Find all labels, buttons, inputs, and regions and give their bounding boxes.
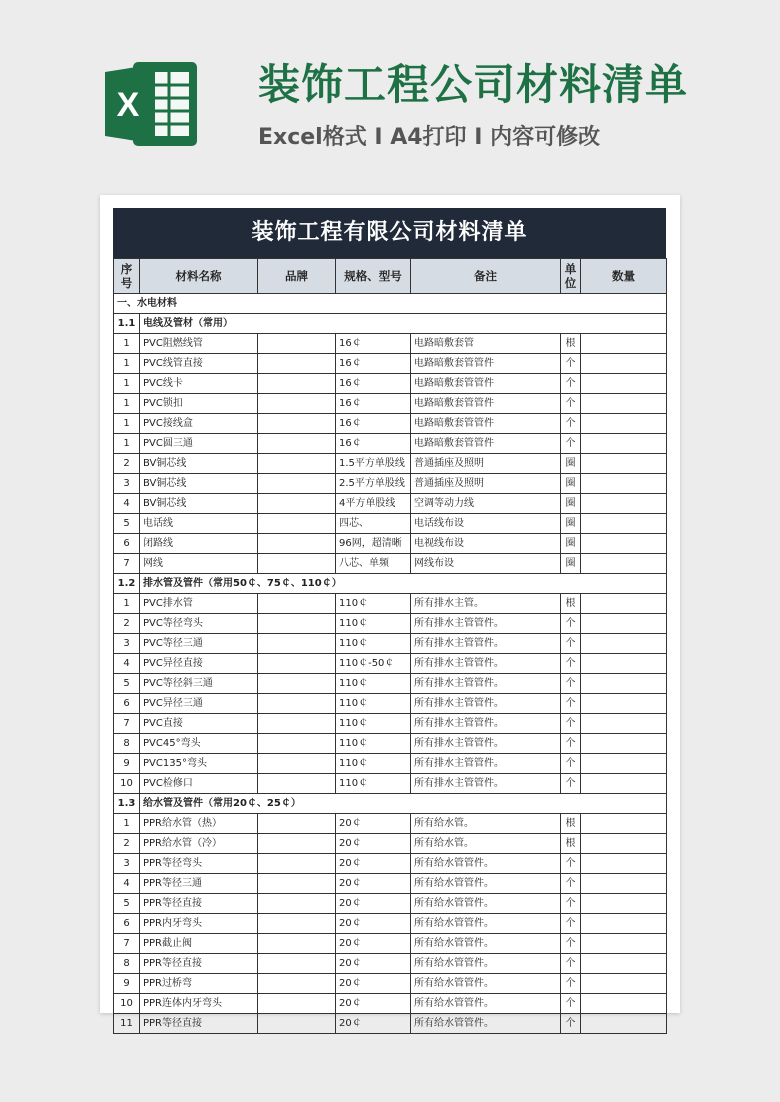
- cell-no: 3: [114, 854, 140, 874]
- cell-spec: 2.5平方单股线: [336, 474, 411, 494]
- cell-unit: 个: [561, 714, 581, 734]
- cell-spec: 20￠: [336, 854, 411, 874]
- table-row: [114, 654, 667, 674]
- cell-name: PVC等径弯头: [140, 614, 258, 634]
- cell-name: PVC锁扣: [140, 394, 258, 414]
- cell-unit: 个: [561, 894, 581, 914]
- table-row: [114, 634, 667, 654]
- cell-spec: 四芯、: [336, 514, 411, 534]
- cell-brand: [258, 694, 336, 714]
- cell-note: 电路暗敷套管管件: [411, 414, 561, 434]
- cell-unit: 个: [561, 694, 581, 714]
- cell-qty: [581, 634, 667, 654]
- cell-no: 2: [114, 834, 140, 854]
- cell-spec: 16￠: [336, 414, 411, 434]
- cell-no: 4: [114, 494, 140, 514]
- cell-unit: 个: [561, 734, 581, 754]
- cell-qty: [581, 394, 667, 414]
- cell-brand: [258, 974, 336, 994]
- cell-no: 5: [114, 514, 140, 534]
- cell-brand: [258, 774, 336, 794]
- table-row: [114, 414, 667, 434]
- cell-note: 普通插座及照明: [411, 474, 561, 494]
- cell-no: 7: [114, 934, 140, 954]
- table-row: [114, 334, 667, 354]
- cell-spec: 110￠: [336, 754, 411, 774]
- table-row: [114, 874, 667, 894]
- cell-name: PVC线管直接: [140, 354, 258, 374]
- cell-spec: 110￠: [336, 714, 411, 734]
- cell-note: 所有排水主管。: [411, 594, 561, 614]
- table-row: [114, 354, 667, 374]
- cell-brand: [258, 914, 336, 934]
- cell-name: PVC检修口: [140, 774, 258, 794]
- cell-brand: [258, 674, 336, 694]
- cell-spec: 20￠: [336, 954, 411, 974]
- cell-spec: 110￠: [336, 614, 411, 634]
- cell-name: PVC45°弯头: [140, 734, 258, 754]
- table-row: [114, 594, 667, 614]
- cell-name: PPR截止阀: [140, 934, 258, 954]
- table-row: [114, 374, 667, 394]
- table-body: [114, 294, 667, 1034]
- cell-brand: [258, 594, 336, 614]
- cell-no: 9: [114, 754, 140, 774]
- material-table-wrapper: [113, 208, 666, 1034]
- cell-brand: [258, 374, 336, 394]
- cell-note: 电话线布设: [411, 514, 561, 534]
- table-row: [114, 834, 667, 854]
- cell-name: PPR连体内牙弯头: [140, 994, 258, 1014]
- cell-name: PVC直接: [140, 714, 258, 734]
- cell-no: 6: [114, 914, 140, 934]
- table-row: [114, 694, 667, 714]
- cell-no: 6: [114, 694, 140, 714]
- cell-no: 9: [114, 974, 140, 994]
- table-row: [114, 434, 667, 454]
- cell-spec: 20￠: [336, 914, 411, 934]
- cell-note: 所有排水主管管件。: [411, 754, 561, 774]
- cell-qty: [581, 714, 667, 734]
- cell-unit: 个: [561, 414, 581, 434]
- cell-note: 所有给水管管件。: [411, 994, 561, 1014]
- table-row: [114, 914, 667, 934]
- cell-no: 1: [114, 394, 140, 414]
- cell-note: 所有排水主管管件。: [411, 694, 561, 714]
- cell-qty: [581, 954, 667, 974]
- subsection-row: [114, 314, 667, 334]
- table-row: [114, 1014, 667, 1034]
- cell-brand: [258, 394, 336, 414]
- cell-brand: [258, 714, 336, 734]
- table-row: [114, 854, 667, 874]
- cell-no: 1: [114, 414, 140, 434]
- cell-unit: 根: [561, 814, 581, 834]
- cell-note: 所有排水主管管件。: [411, 674, 561, 694]
- cell-name: PVC异径三通: [140, 694, 258, 714]
- cell-spec: 20￠: [336, 934, 411, 954]
- cell-no: 7: [114, 554, 140, 574]
- cell-spec: 16￠: [336, 434, 411, 454]
- cell-name: PPR过桥弯: [140, 974, 258, 994]
- cell-name: PVC阻燃线管: [140, 334, 258, 354]
- cell-no: 7: [114, 714, 140, 734]
- cell-brand: [258, 1014, 336, 1034]
- cell-brand: [258, 494, 336, 514]
- cell-no: 1: [114, 814, 140, 834]
- cell-spec: 八芯、单频: [336, 554, 411, 574]
- cell-note: 所有排水主管管件。: [411, 734, 561, 754]
- cell-unit: 个: [561, 1014, 581, 1034]
- col-header-spec: 规格、型号: [336, 259, 411, 294]
- cell-qty: [581, 454, 667, 474]
- col-header-qty: 数量: [581, 259, 667, 294]
- cell-note: 电路暗敷套管管件: [411, 354, 561, 374]
- table-row: [114, 994, 667, 1014]
- cell-qty: [581, 354, 667, 374]
- cell-spec: 20￠: [336, 814, 411, 834]
- cell-unit: 个: [561, 634, 581, 654]
- table-row: [114, 714, 667, 734]
- cell-no: 3: [114, 474, 140, 494]
- col-header-note: 备注: [411, 259, 561, 294]
- cell-unit: 个: [561, 914, 581, 934]
- cell-spec: 16￠: [336, 374, 411, 394]
- table-header-row: [114, 259, 667, 294]
- cell-qty: [581, 734, 667, 754]
- cell-brand: [258, 954, 336, 974]
- table-row: [114, 614, 667, 634]
- cell-brand: [258, 474, 336, 494]
- cell-no: 2: [114, 454, 140, 474]
- cell-name: PPR等径直接: [140, 954, 258, 974]
- col-header-name: 材料名称: [140, 259, 258, 294]
- cell-unit: 个: [561, 394, 581, 414]
- cell-brand: [258, 734, 336, 754]
- section-title: 一、水电材料: [114, 294, 667, 314]
- cell-name: PPR等径直接: [140, 1014, 258, 1034]
- cell-note: 空调等动力线: [411, 494, 561, 514]
- cell-unit: 圈: [561, 474, 581, 494]
- cell-spec: 110￠: [336, 594, 411, 614]
- cell-name: 闭路线: [140, 534, 258, 554]
- cell-no: 5: [114, 674, 140, 694]
- cell-qty: [581, 834, 667, 854]
- cell-name: PVC等径斜三通: [140, 674, 258, 694]
- col-header-brand: 品牌: [258, 259, 336, 294]
- table-row: [114, 894, 667, 914]
- cell-name: BV铜芯线: [140, 494, 258, 514]
- cell-note: 所有给水管。: [411, 814, 561, 834]
- table-title: 装饰工程有限公司材料清单: [113, 208, 666, 258]
- cell-spec: 20￠: [336, 974, 411, 994]
- cell-note: 所有排水主管管件。: [411, 614, 561, 634]
- cell-note: 电路暗敷套管: [411, 334, 561, 354]
- cell-spec: 110￠: [336, 734, 411, 754]
- cell-no: 10: [114, 994, 140, 1014]
- cell-unit: 个: [561, 354, 581, 374]
- table-row: [114, 954, 667, 974]
- cell-unit: 个: [561, 954, 581, 974]
- cell-name: PPR给水管（热）: [140, 814, 258, 834]
- cell-note: 所有给水管管件。: [411, 894, 561, 914]
- page-title: 装饰工程公司材料清单: [258, 60, 689, 109]
- cell-qty: [581, 774, 667, 794]
- cell-brand: [258, 994, 336, 1014]
- cell-qty: [581, 1014, 667, 1034]
- cell-brand: [258, 634, 336, 654]
- cell-qty: [581, 534, 667, 554]
- table-row: [114, 474, 667, 494]
- cell-spec: 96网，超清晰: [336, 534, 411, 554]
- cell-unit: 个: [561, 654, 581, 674]
- cell-note: 所有给水管管件。: [411, 854, 561, 874]
- cell-qty: [581, 554, 667, 574]
- cell-qty: [581, 614, 667, 634]
- cell-unit: 圈: [561, 554, 581, 574]
- cell-unit: 根: [561, 594, 581, 614]
- document-sheet: [100, 195, 680, 1029]
- cell-unit: 个: [561, 854, 581, 874]
- page-subtitle: Excel格式 Ⅰ A4打印 Ⅰ 内容可修改: [258, 125, 601, 150]
- cell-spec: 110￠: [336, 674, 411, 694]
- cell-no: 11: [114, 1014, 140, 1034]
- cell-no: 4: [114, 654, 140, 674]
- cell-no: 2: [114, 614, 140, 634]
- cell-note: 所有排水主管管件。: [411, 774, 561, 794]
- table-row: [114, 754, 667, 774]
- cell-unit: 根: [561, 834, 581, 854]
- col-header-unit: 单位: [561, 259, 581, 294]
- cell-qty: [581, 994, 667, 1014]
- cell-qty: [581, 514, 667, 534]
- cell-no: 1: [114, 374, 140, 394]
- cell-note: 所有排水主管管件。: [411, 634, 561, 654]
- cell-note: 所有排水主管管件。: [411, 654, 561, 674]
- cell-spec: 16￠: [336, 394, 411, 414]
- cell-unit: 个: [561, 774, 581, 794]
- cell-brand: [258, 334, 336, 354]
- cell-note: 所有给水管管件。: [411, 954, 561, 974]
- cell-no: 6: [114, 534, 140, 554]
- cell-brand: [258, 554, 336, 574]
- cell-name: PVC135°弯头: [140, 754, 258, 774]
- cell-name: 网线: [140, 554, 258, 574]
- cell-no: 1: [114, 354, 140, 374]
- cell-qty: [581, 434, 667, 454]
- cell-note: 电视线布设: [411, 534, 561, 554]
- cell-note: 所有排水主管管件。: [411, 714, 561, 734]
- cell-name: 电话线: [140, 514, 258, 534]
- cell-unit: 个: [561, 614, 581, 634]
- cell-qty: [581, 494, 667, 514]
- cell-no: 3: [114, 634, 140, 654]
- cell-brand: [258, 894, 336, 914]
- cell-qty: [581, 814, 667, 834]
- cell-note: 所有给水管管件。: [411, 974, 561, 994]
- cell-brand: [258, 614, 336, 634]
- cell-brand: [258, 814, 336, 834]
- cell-unit: 个: [561, 434, 581, 454]
- cell-no: 8: [114, 954, 140, 974]
- subsection-title: 给水管及管件（常用20￠、25￠）: [140, 794, 667, 814]
- cell-spec: 20￠: [336, 994, 411, 1014]
- cell-name: PVC圆三通: [140, 434, 258, 454]
- table-row: [114, 814, 667, 834]
- table-row: [114, 394, 667, 414]
- cell-brand: [258, 934, 336, 954]
- cell-unit: 个: [561, 994, 581, 1014]
- cell-note: 电路暗敷套管管件: [411, 374, 561, 394]
- cell-no: 1: [114, 334, 140, 354]
- cell-qty: [581, 474, 667, 494]
- cell-qty: [581, 694, 667, 714]
- table-row: [114, 494, 667, 514]
- cell-brand: [258, 874, 336, 894]
- subsection-number: 1.1: [114, 314, 140, 334]
- cell-qty: [581, 414, 667, 434]
- cell-qty: [581, 874, 667, 894]
- cell-qty: [581, 854, 667, 874]
- cell-name: PPR内牙弯头: [140, 914, 258, 934]
- cell-unit: 圈: [561, 534, 581, 554]
- table-row: [114, 674, 667, 694]
- cell-name: BV铜芯线: [140, 454, 258, 474]
- table-row: [114, 774, 667, 794]
- cell-no: 4: [114, 874, 140, 894]
- cell-spec: 4平方单股线: [336, 494, 411, 514]
- table-row: [114, 514, 667, 534]
- cell-no: 5: [114, 894, 140, 914]
- table-row: [114, 974, 667, 994]
- subsection-number: 1.3: [114, 794, 140, 814]
- table-row: [114, 534, 667, 554]
- cell-no: 1: [114, 594, 140, 614]
- subsection-number: 1.2: [114, 574, 140, 594]
- cell-qty: [581, 334, 667, 354]
- cell-qty: [581, 974, 667, 994]
- cell-name: PPR等径三通: [140, 874, 258, 894]
- cell-brand: [258, 434, 336, 454]
- subsection-row: [114, 794, 667, 814]
- cell-note: 所有给水管管件。: [411, 874, 561, 894]
- cell-unit: 圈: [561, 494, 581, 514]
- section-row: [114, 294, 667, 314]
- cell-name: PVC等径三通: [140, 634, 258, 654]
- cell-brand: [258, 834, 336, 854]
- cell-spec: 110￠: [336, 634, 411, 654]
- cell-brand: [258, 454, 336, 474]
- material-table: [113, 258, 667, 1034]
- logo-letter: X: [116, 86, 140, 124]
- cell-unit: 个: [561, 934, 581, 954]
- cell-note: 所有给水管。: [411, 834, 561, 854]
- cell-qty: [581, 374, 667, 394]
- cell-spec: 110￠-50￠: [336, 654, 411, 674]
- cell-name: BV铜芯线: [140, 474, 258, 494]
- cell-name: PPR等径直接: [140, 894, 258, 914]
- cell-qty: [581, 894, 667, 914]
- cell-brand: [258, 754, 336, 774]
- cell-no: 8: [114, 734, 140, 754]
- cell-brand: [258, 534, 336, 554]
- cell-qty: [581, 594, 667, 614]
- cell-qty: [581, 934, 667, 954]
- cell-qty: [581, 674, 667, 694]
- cell-spec: 20￠: [336, 894, 411, 914]
- cell-spec: 110￠: [336, 694, 411, 714]
- cell-spec: 20￠: [336, 874, 411, 894]
- cell-unit: 个: [561, 674, 581, 694]
- cell-qty: [581, 654, 667, 674]
- cell-spec: 20￠: [336, 834, 411, 854]
- cell-note: 所有给水管管件。: [411, 1014, 561, 1034]
- cell-spec: 16￠: [336, 334, 411, 354]
- cell-name: PPR等径弯头: [140, 854, 258, 874]
- cell-unit: 根: [561, 334, 581, 354]
- subsection-row: [114, 574, 667, 594]
- cell-note: 电路暗敷套管管件: [411, 394, 561, 414]
- excel-logo-icon: [103, 58, 199, 150]
- cell-name: PVC线卡: [140, 374, 258, 394]
- table-row: [114, 934, 667, 954]
- cell-unit: 圈: [561, 454, 581, 474]
- cell-qty: [581, 754, 667, 774]
- cell-name: PVC接线盒: [140, 414, 258, 434]
- subsection-title: 电线及管材（常用）: [140, 314, 667, 334]
- cell-unit: 个: [561, 974, 581, 994]
- cell-unit: 圈: [561, 514, 581, 534]
- cell-unit: 个: [561, 754, 581, 774]
- cell-note: 网线布设: [411, 554, 561, 574]
- subsection-title: 排水管及管件（常用50￠、75￠、110￠）: [140, 574, 667, 594]
- cell-brand: [258, 854, 336, 874]
- cell-no: 1: [114, 434, 140, 454]
- cell-spec: 110￠: [336, 774, 411, 794]
- cell-note: 普通插座及照明: [411, 454, 561, 474]
- cell-spec: 20￠: [336, 1014, 411, 1034]
- table-row: [114, 454, 667, 474]
- cell-spec: 1.5平方单股线: [336, 454, 411, 474]
- cell-no: 10: [114, 774, 140, 794]
- cell-brand: [258, 354, 336, 374]
- cell-unit: 个: [561, 374, 581, 394]
- cell-name: PVC异径直接: [140, 654, 258, 674]
- cell-unit: 个: [561, 874, 581, 894]
- cell-brand: [258, 414, 336, 434]
- cell-spec: 16￠: [336, 354, 411, 374]
- table-row: [114, 734, 667, 754]
- cell-qty: [581, 914, 667, 934]
- cell-note: 所有给水管管件。: [411, 914, 561, 934]
- cell-brand: [258, 514, 336, 534]
- cell-note: 电路暗敷套管管件: [411, 434, 561, 454]
- col-header-no: 序号: [114, 259, 140, 294]
- table-row: [114, 554, 667, 574]
- cell-brand: [258, 654, 336, 674]
- cell-note: 所有给水管管件。: [411, 934, 561, 954]
- cell-name: PPR给水管（冷）: [140, 834, 258, 854]
- cell-name: PVC排水管: [140, 594, 258, 614]
